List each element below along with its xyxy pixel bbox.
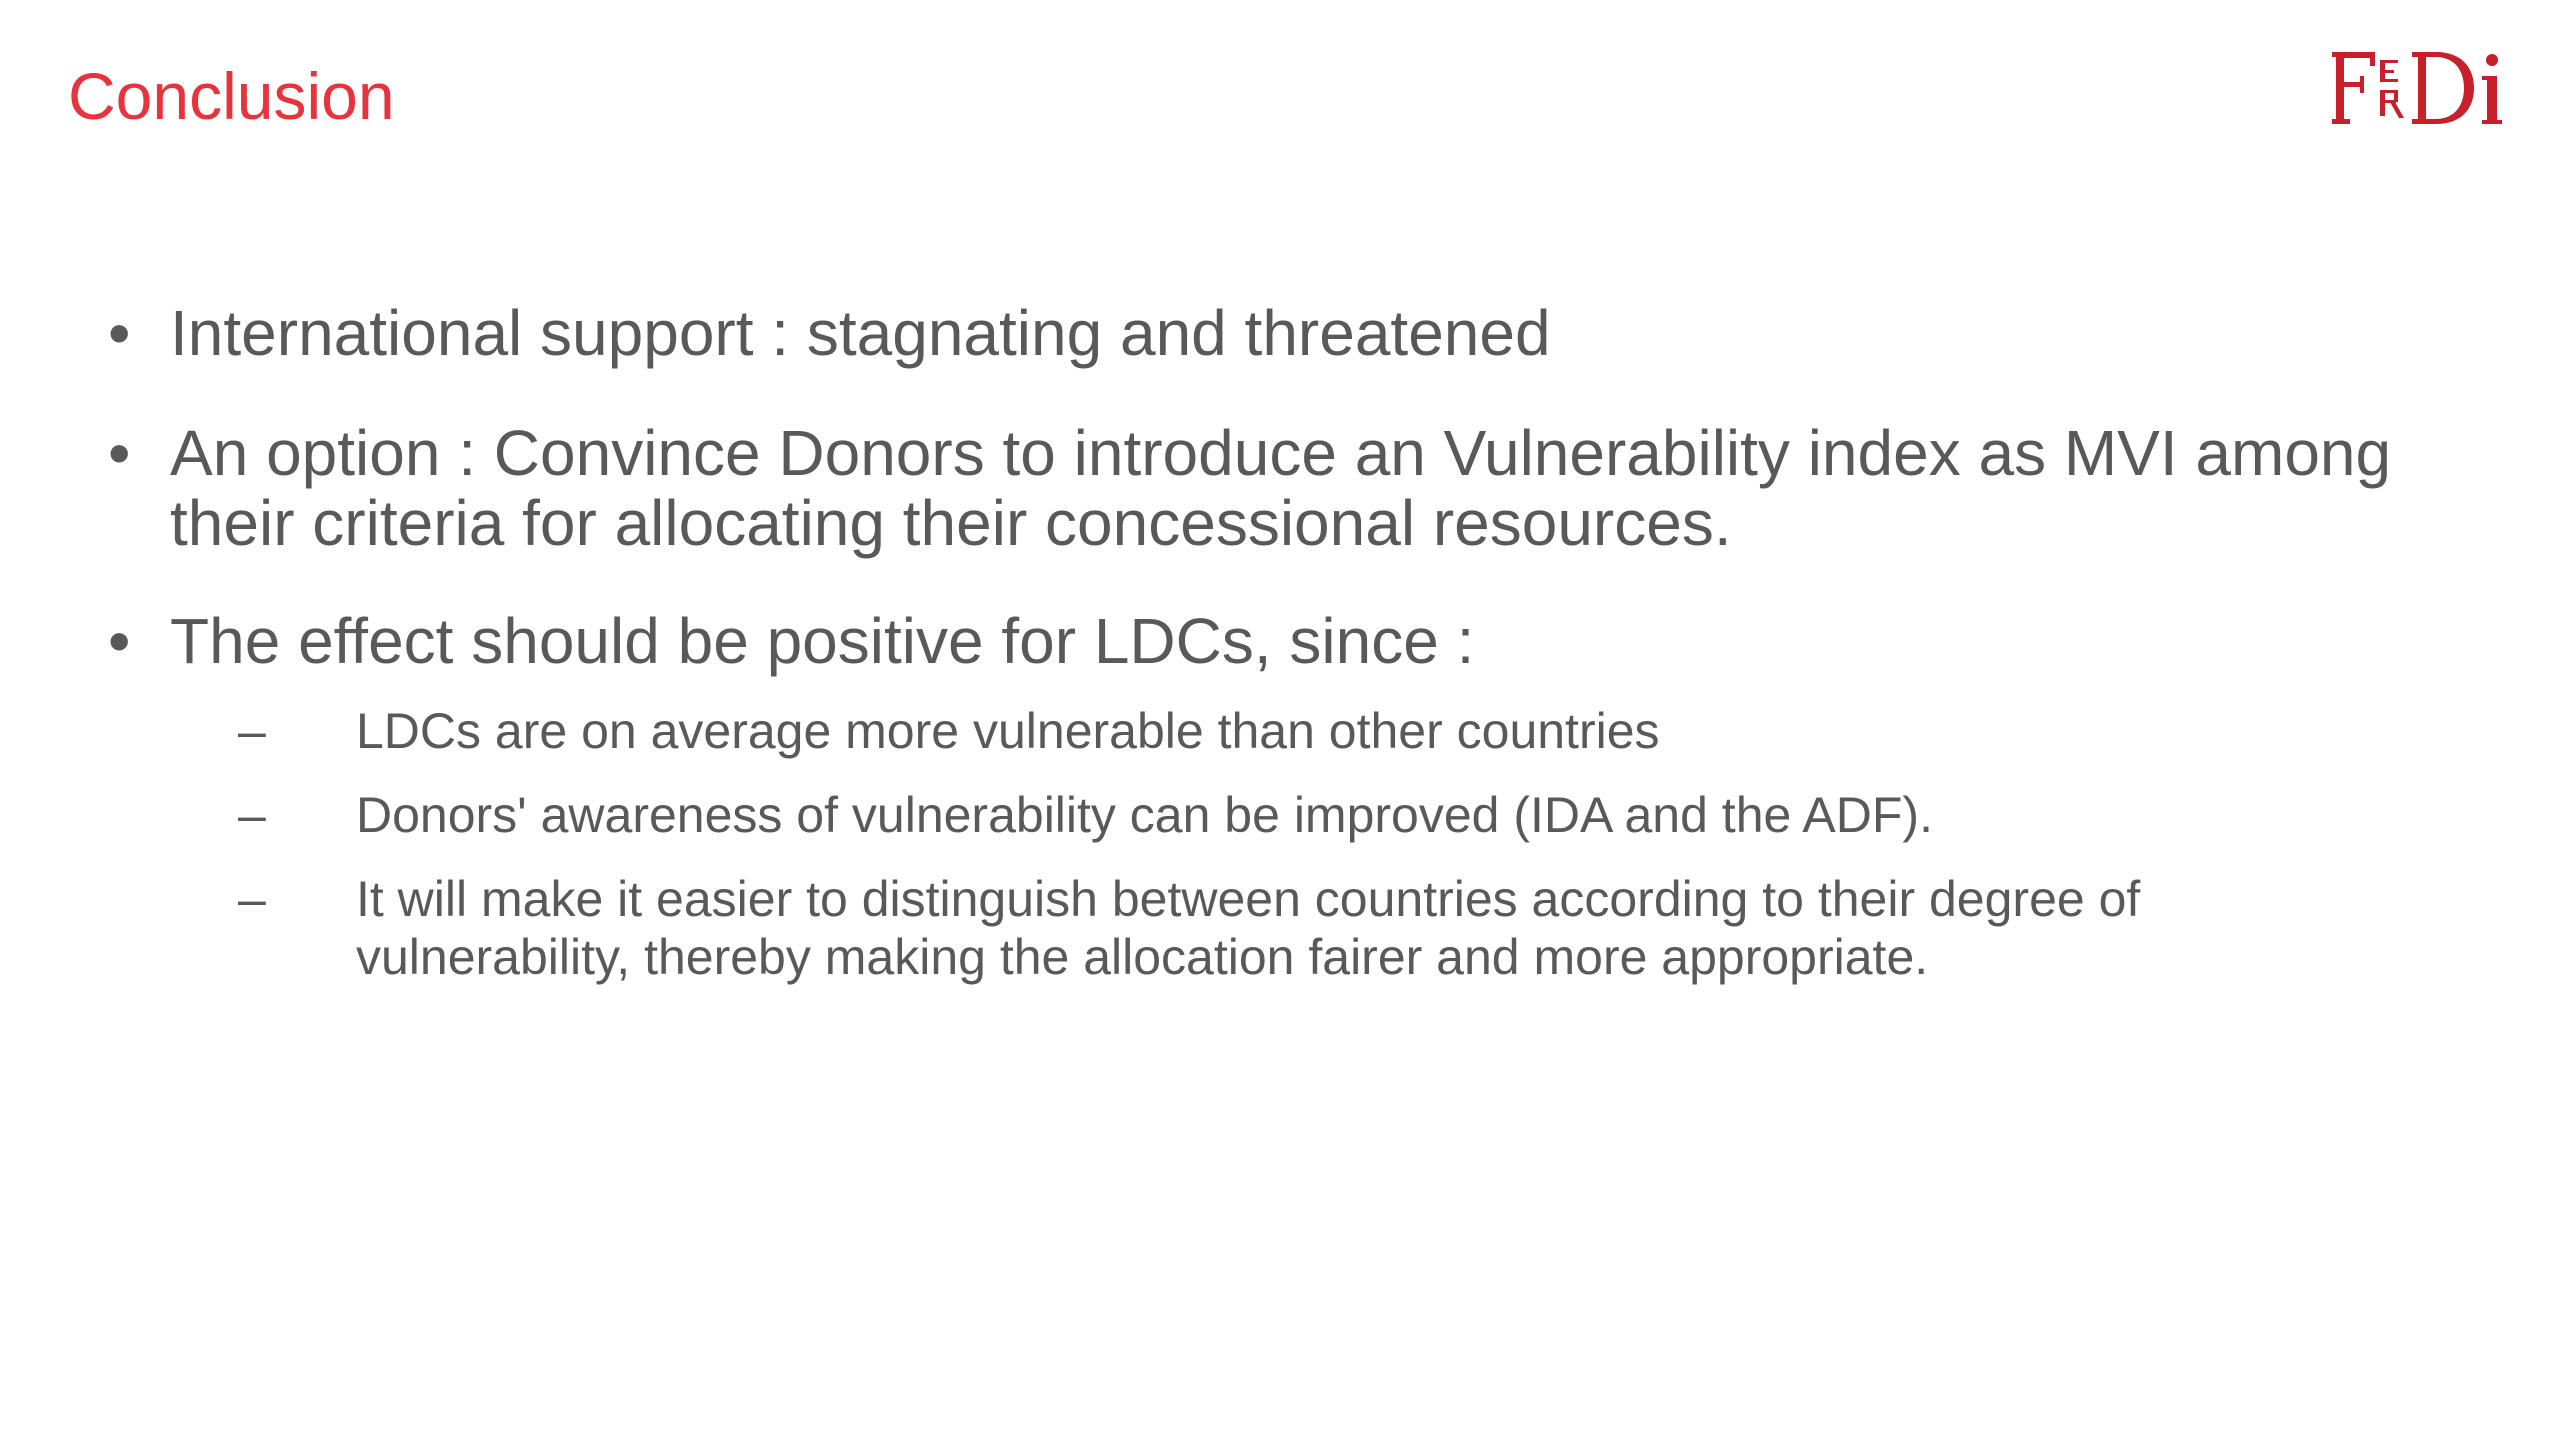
sub-bullet-text: Donors' awareness of vulnerability can be improved (IDA and the ADF).	[356, 787, 1933, 843]
slide-title: Conclusion	[68, 59, 395, 133]
sub-bullet-text-line-2: vulnerability, thereby making the allocation fairer and more appropriate.	[356, 929, 1929, 985]
sub-bullet-marker: –	[238, 871, 266, 927]
sub-bullet-text-line-1: It will make it easier to distinguish between countries according to their degree of	[356, 871, 2141, 927]
bullet-text-line-2: their criteria for allocating their concessional resources.	[170, 487, 1732, 559]
bullet-marker: •	[108, 417, 131, 489]
bullet-marker: •	[108, 605, 131, 677]
bullet-text: The effect should be positive for LDCs, since :	[170, 605, 1475, 677]
sub-bullet-marker: –	[238, 703, 266, 759]
bullet-text: International support : stagnating and threatened	[170, 297, 1551, 369]
sub-bullet-text: LDCs are on average more vulnerable than other countries	[356, 703, 1660, 759]
ferdi-logo	[2332, 46, 2522, 132]
bullet-marker: •	[108, 297, 131, 369]
sub-bullet-marker: –	[238, 787, 266, 843]
bullet-text-line-1: An option : Convince Donors to introduce an Vulnerability index as MVI among	[170, 417, 2392, 489]
